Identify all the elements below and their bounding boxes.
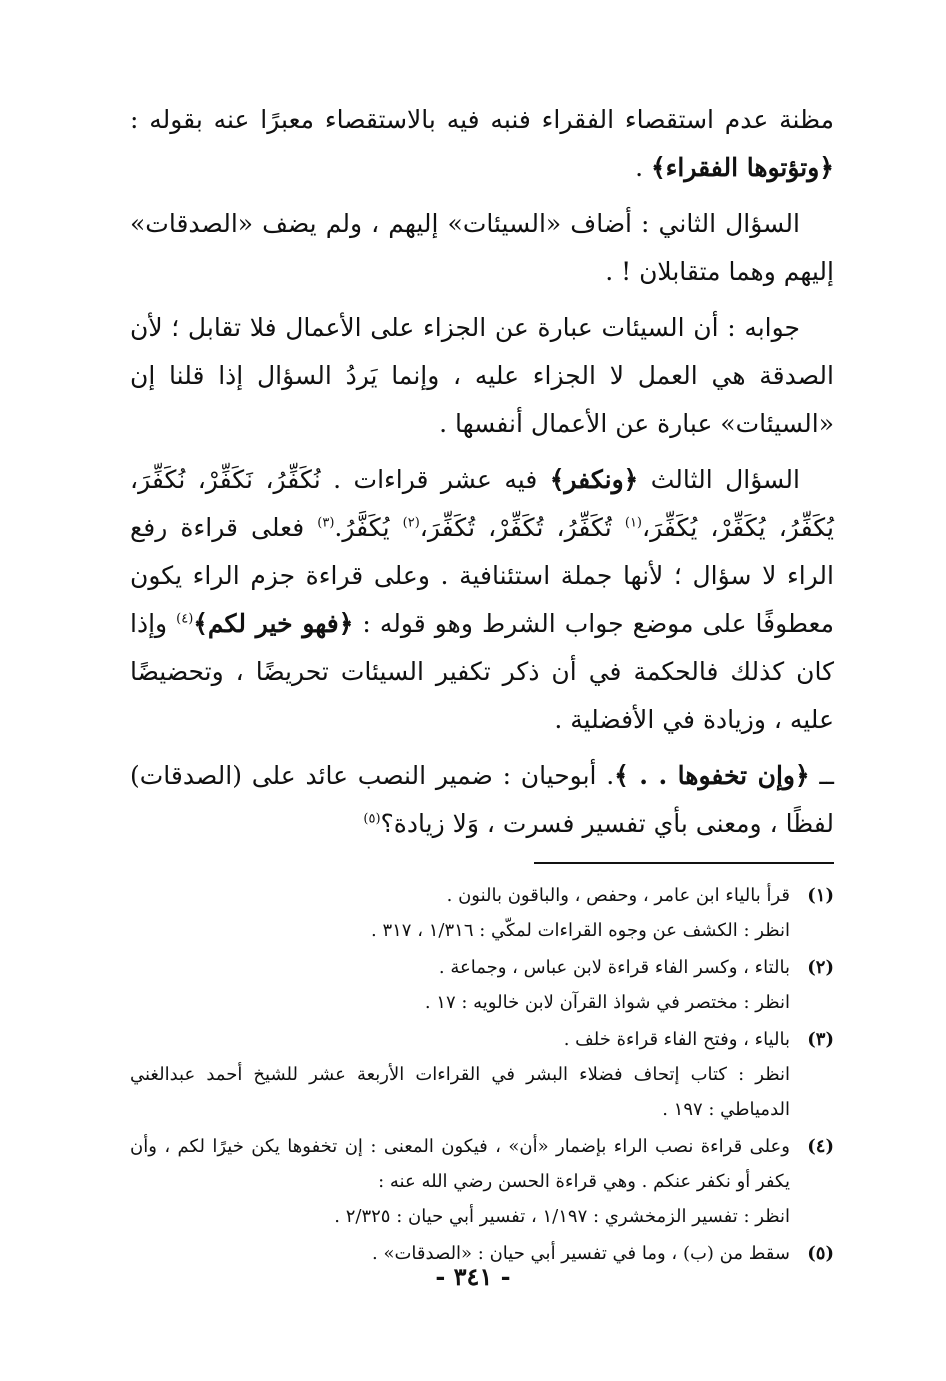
- paragraph-5: [130, 752, 834, 848]
- footnote-ref-3[interactable]: (٣): [317, 515, 335, 531]
- text-run: فيه عشر قراءات . نُكَفِّرُ، نَكَفِّرْ، نُكَفِّرَ، يُكَفِّرُ، يُكَفِّرْ، يُكَفِّرَ،: [130, 465, 834, 542]
- footnote-number: (٣): [807, 1029, 834, 1050]
- quran-quote: ﴿ونكفر﴾: [549, 465, 639, 494]
- footnote-ref-1[interactable]: (١): [624, 515, 642, 531]
- text-run: فعلى قراءة رفع الراء لا سؤال ؛ لأنها جملة استئنافية . وعلى قراءة جزم الراء يكون معطوفًا على موضع جواب الشرط وهو قوله :: [130, 513, 834, 638]
- text-run: .: [635, 153, 652, 182]
- text-run: مظنة عدم استقصاء الفقراء فنبه فيه بالاستقصاء معبرًا عنه بقوله :: [130, 105, 834, 134]
- quran-quote: ﴿فهو خير لكم﴾: [193, 609, 354, 638]
- footnote-line: انظر : الكشف عن وجوه القراءات لمكّي : ١/٣١٦ ، ٣١٧ .: [371, 920, 790, 941]
- footnote-line: انظر : تفسير الزمخشري : ١/١٩٧ ، تفسير أبي حيان : ٢/٣٢٥ .: [334, 1206, 790, 1227]
- footnotes: [130, 878, 834, 1271]
- footnote-number: (١): [807, 885, 834, 906]
- text-run: . أبوحيان : ضمير النصب عائد على (الصدقات) لفظًا ، ومعنى بأي تفسير فسرت ، وَلا زيادة؟: [130, 761, 834, 838]
- footnote-3: [130, 1022, 834, 1127]
- footnote-number: (٢): [807, 957, 834, 978]
- footnote-line: انظر : كتاب إتحاف فضلاء البشر في القراءات الأربعة عشر للشيخ أحمد عبدالغني الدمياطي : ١٩٧ .: [130, 1064, 790, 1120]
- footnote-separator: [534, 862, 834, 864]
- footnote-4: [130, 1129, 834, 1234]
- text-run: السؤال الثالث: [638, 465, 800, 494]
- footnote-line: بالتاء ، وكسر الفاء قراءة لابن عباس ، وجماعة .: [438, 957, 790, 978]
- footnote-ref-5[interactable]: (٥): [363, 811, 381, 827]
- quran-quote: ﴿وتؤتوها الفقراء﴾: [651, 153, 834, 182]
- footnote-2: [130, 950, 834, 1020]
- footnote-line: بالياء ، وفتح الفاء قراءة خلف .: [563, 1029, 790, 1050]
- footnote-1: [130, 878, 834, 948]
- text-run: وإذا كان كذلك فالحكمة في أن ذكر تكفير السيئات تحريضًا ، وتحضيضًا عليه ، وزيادة في الأفضلية .: [130, 609, 834, 734]
- footnote-ref-2[interactable]: (٢): [402, 515, 420, 531]
- footnote-line: وعلى قراءة نصب الراء بإضمار «أن» ، فيكون المعنى : إن تخفوها يكن خيرًا لكم ، وأن يكفر أو نكفر عنكم . وهي قراءة الحسن رضي الله عنه :: [130, 1136, 790, 1192]
- text-run: تُكَفِّرُ، تُكَفِّرْ، تُكَفِّرَ،: [419, 513, 625, 542]
- text-run: ــ: [809, 761, 834, 790]
- text-run: يُكَفَّرُ.: [334, 513, 403, 542]
- paragraph-1: [130, 96, 834, 192]
- footnote-ref-4[interactable]: (٤): [176, 611, 194, 627]
- page-number: - ٣٤١ -: [435, 1262, 511, 1291]
- footnote-line: سقط من (ب) ، وما في تفسير أبي حيان : «الصدقات» .: [372, 1243, 790, 1264]
- main-text: [130, 96, 834, 848]
- footnote-number: (٤): [807, 1136, 834, 1157]
- paragraph-4: [130, 456, 834, 744]
- paragraph-2: السؤال الثاني : أضاف «السيئات» إليهم ، ولم يضف «الصدقات» إليهم وهما متقابلان ! .: [130, 209, 834, 286]
- footnote-number: (٥): [807, 1243, 834, 1264]
- footnote-line: قرأ بالياء ابن عامر ، وحفص ، والباقون بالنون .: [446, 885, 790, 906]
- footnote-line: انظر : مختصر في شواذ القرآن لابن خالويه : ١٧ .: [424, 992, 790, 1013]
- paragraph-3: جوابه : أن السيئات عبارة عن الجزاء على الأعمال فلا تقابل ؛ لأن الصدقة هي العمل لا الجزاء عليه ، وإنما يَردُ السؤال إذا قلنا إن «السيئات» عبارة عن الأعمال أنفسها .: [130, 313, 834, 438]
- quran-quote: ﴿وإن تخفوها . . ﴾: [614, 761, 810, 790]
